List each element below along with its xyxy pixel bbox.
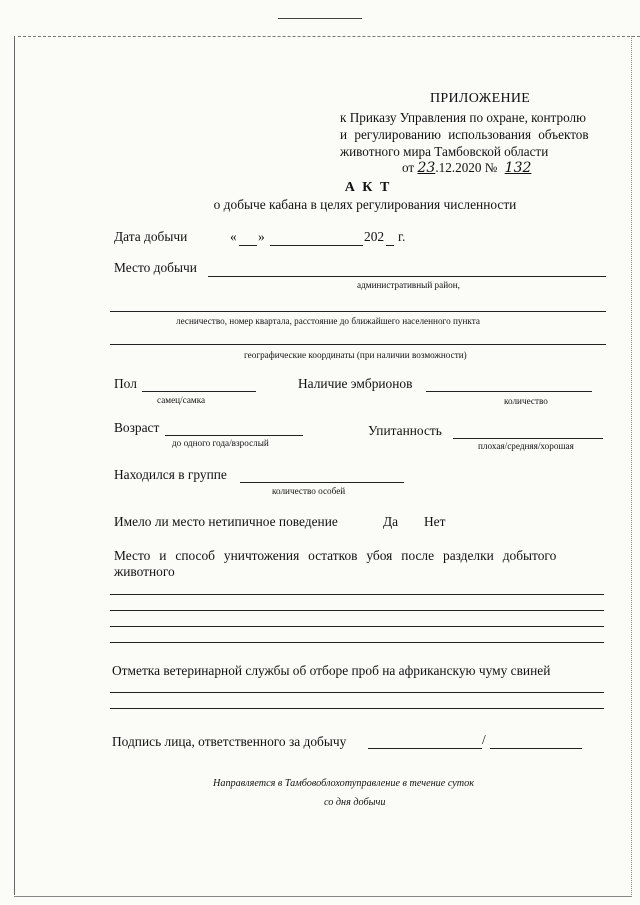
remains-line-3[interactable]	[110, 626, 604, 627]
fatness-caption: плохая/средняя/хорошая	[478, 441, 574, 451]
place-caption-3: географические координаты (при наличии возможности)	[244, 350, 467, 360]
page-border-left	[14, 36, 15, 895]
footer-note-line-2: со дня добычи	[324, 797, 386, 808]
remains-line-4[interactable]	[110, 642, 604, 643]
remains-label-line-2: животного	[114, 564, 175, 579]
vet-label: Отметка ветеринарной службы об отборе проб на африканскую чуму свиней	[112, 663, 551, 678]
fatness-line[interactable]	[453, 438, 603, 439]
remains-line-2[interactable]	[110, 610, 604, 611]
embryos-label: Наличие эмбрионов	[298, 376, 413, 391]
embryos-line[interactable]	[426, 391, 592, 392]
age-label: Возраст	[114, 420, 160, 435]
behavior-label: Имело ли место нетипичное поведение	[114, 514, 338, 529]
behavior-no-option[interactable]: Нет	[424, 514, 446, 529]
group-label: Находился в группе	[114, 467, 227, 482]
behavior-yes-option[interactable]: Да	[383, 514, 399, 529]
signature-separator: /	[482, 732, 486, 747]
date-month-line[interactable]	[270, 245, 363, 246]
signature-label: Подпись лица, ответственного за добычу	[112, 734, 347, 749]
place-caption-1: административный район,	[357, 280, 460, 290]
act-subtitle: о добыче кабана в целях регулирования численности	[213, 197, 517, 212]
date-day-handwritten: 23	[417, 160, 436, 176]
place-line-3[interactable]	[110, 344, 606, 345]
page-border-top	[18, 36, 640, 37]
appendix-title: ПРИЛОЖЕНИЕ	[430, 91, 531, 106]
scan-artifact	[278, 18, 362, 19]
embryos-caption: количество	[504, 396, 548, 406]
sex-caption: самец/самка	[157, 395, 206, 405]
footer-note-line-1: Направляется в Тамбовоблохотуправление в течение суток	[213, 778, 475, 789]
date-label: Дата добычи	[114, 229, 188, 244]
group-caption: количество особей	[272, 486, 346, 496]
date-rest: .12.2020 №	[435, 160, 498, 175]
place-caption-2: лесничество, номер квартала, расстояние до ближайшего населенного пункта	[176, 316, 480, 326]
age-caption: до одного года/взрослый	[172, 438, 269, 448]
place-line-1[interactable]	[208, 276, 606, 277]
appendix-line-3: животного мира Тамбовской области	[340, 144, 549, 159]
group-line[interactable]	[240, 482, 404, 483]
appendix-line-2: и регулированию использования объектов	[340, 127, 589, 142]
remains-label-line-1: Место и способ уничтожения остатков убоя после разделки добытого	[114, 548, 557, 563]
appendix-line-1: к Приказу Управления по охране, контролю	[340, 110, 586, 125]
sex-line[interactable]	[142, 391, 256, 392]
date-year: 202	[364, 229, 385, 244]
date-close-quote: »	[258, 229, 265, 244]
date-prefix: от	[402, 160, 415, 175]
order-number-handwritten: 132	[504, 160, 532, 176]
date-open-quote: «	[230, 229, 237, 244]
place-line-2[interactable]	[110, 311, 606, 312]
date-year-suffix: г.	[398, 229, 406, 244]
date-day-line[interactable]	[239, 245, 257, 246]
age-line[interactable]	[165, 435, 303, 436]
appendix-date-line	[402, 160, 535, 176]
act-title: А К Т	[344, 180, 392, 195]
date-year-line[interactable]	[386, 245, 394, 246]
vet-line-2[interactable]	[110, 708, 604, 709]
page-border-bottom	[14, 896, 632, 897]
vet-line-1[interactable]	[110, 692, 604, 693]
signature-line[interactable]	[368, 748, 482, 749]
signature-name-line[interactable]	[490, 748, 582, 749]
sex-label: Пол	[114, 376, 137, 391]
page-border-right	[631, 36, 632, 895]
fatness-label: Упитанность	[368, 423, 442, 438]
place-label: Место добычи	[114, 260, 197, 275]
remains-line-1[interactable]	[110, 594, 604, 595]
